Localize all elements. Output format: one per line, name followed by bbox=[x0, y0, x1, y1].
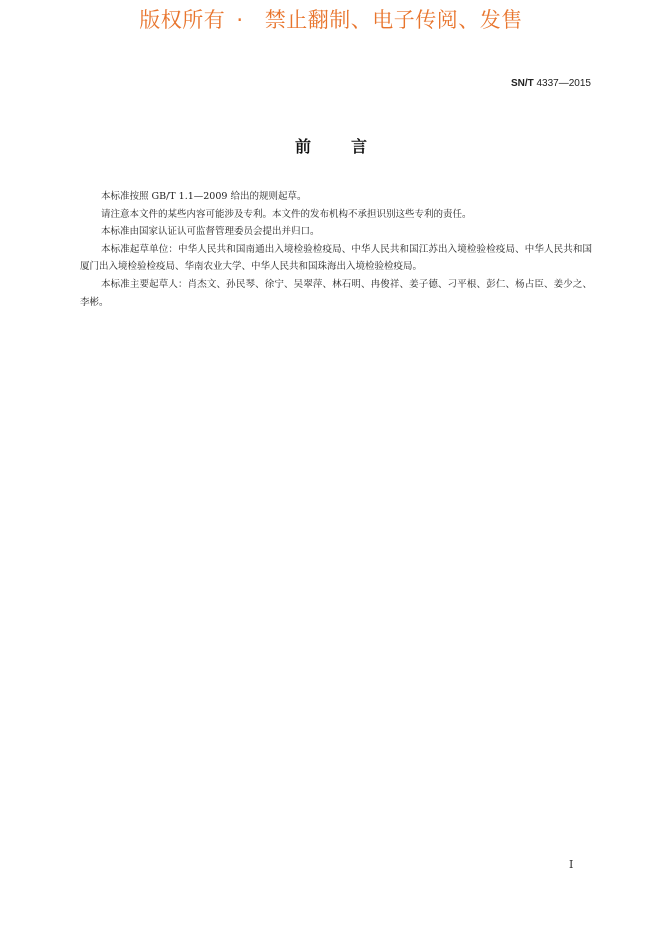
standard-code-number: 4337—2015 bbox=[536, 78, 591, 89]
paragraph-drafting-units: 本标准起草单位：中华人民共和国南通出入境检验检疫局、中华人民共和国江苏出入境检验检疫局、中华人民共和国厦门出入境检验检疫局、华南农业大学、中华人民共和国珠海出入境检验检疫局。 bbox=[80, 243, 592, 273]
paragraph-patent-notice: 请注意本文件的某些内容可能涉及专利。本文件的发布机构不承担识别这些专利的责任。 bbox=[101, 208, 472, 220]
banner-separator: · bbox=[236, 8, 244, 32]
standard-code bbox=[511, 78, 591, 89]
page-title: 前言 bbox=[294, 137, 407, 156]
paragraph-drafting-rules: 本标准按照 GB/T 1.1—2009 给出的规则起草。 bbox=[101, 191, 307, 202]
page-number: I bbox=[569, 858, 574, 871]
standard-code-prefix: SN/T bbox=[510, 78, 534, 89]
paragraph-proposer: 本标准由国家认证认可监督管理委员会提出并归口。 bbox=[101, 226, 320, 238]
copyright-banner bbox=[0, 4, 662, 34]
banner-right-text: 禁止翻制、电子传阅、发售 bbox=[264, 8, 523, 32]
banner-left-text: 版权所有 bbox=[139, 8, 226, 32]
paragraph-drafters: 本标准主要起草人：肖杰文、孙民琴、徐宁、吴翠萍、林石明、冉俊祥、姜子德、刁平根、彭仁、杨占臣、姜少之、李彬。 bbox=[80, 278, 592, 308]
foreword-body bbox=[80, 188, 592, 311]
